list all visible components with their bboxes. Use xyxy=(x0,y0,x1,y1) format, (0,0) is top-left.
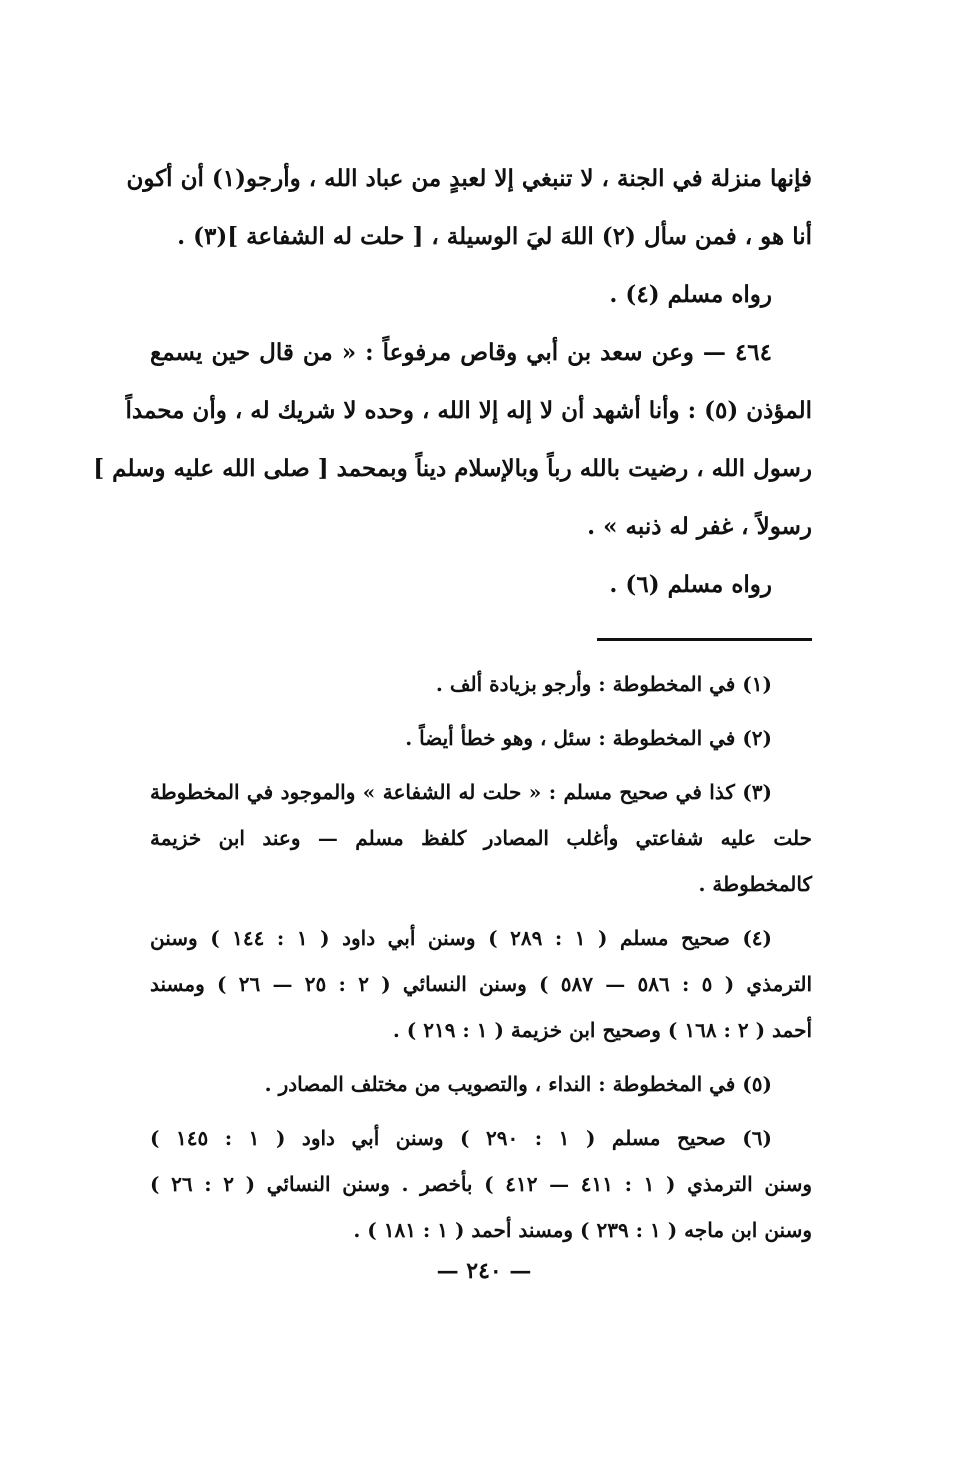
hadith-line: ٤٦٤ — وعن سعد بن أبي وقاص مرفوعاً : « من قال حين يسمع xyxy=(150,339,772,366)
hadith-line: رسول الله ، رضيت بالله رباً وبالإسلام ديناً وبمحمد [ صلى الله عليه وسلم ] xyxy=(93,455,812,482)
footnote-line: أحمد ( ٢ : ١٦٨ ) وصحيح ابن خزيمة ( ١ : ٢١٩ ) . xyxy=(392,1018,812,1042)
footnote-5 xyxy=(150,1061,812,1107)
footnote-line: وسنن ابن ماجه ( ١ : ٢٣٩ ) ومسند أحمد ( ١ : ١٨١ ) . xyxy=(353,1218,812,1242)
footnote-4 xyxy=(150,915,812,1053)
page-number: — ٢٤٠ — xyxy=(436,1258,532,1284)
footnote-line: (٥) في المخطوطة : النداء ، والتصويب من مختلف المصادر . xyxy=(264,1072,772,1096)
footnote-line: (٢) في المخطوطة : سئل ، وهو خطأ أيضاً . xyxy=(405,726,772,750)
footnote-line: الترمذي ( ٥ : ٥٨٦ — ٥٨٧ ) وسنن النسائي ( ٢ : ٢٥ — ٢٦ ) ومسند xyxy=(150,972,813,996)
main-text xyxy=(93,150,812,614)
citation-line: رواه مسلم (٤) . xyxy=(609,281,772,308)
footnote-separator xyxy=(597,638,812,641)
footnote-line: حلت عليه شفاعتي وأغلب المصادر كلفظ مسلم — وعند ابن خزيمة xyxy=(150,826,812,850)
footnote-line: (١) في المخطوطة : وأرجو بزيادة ألف . xyxy=(435,672,772,696)
hadith-line: رسولاً ، غفر له ذنبه » . xyxy=(587,513,812,540)
footnote-line: (٦) صحيح مسلم ( ١ : ٢٩٠ ) وسنن أبي داود ( ١ : ١٤٥ ) xyxy=(150,1126,772,1150)
hadith-line: المؤذن (٥) : وأنا أشهد أن لا إله إلا الله ، وحده لا شريك له ، وأن محمداً xyxy=(125,397,812,424)
footnote-3 xyxy=(150,769,812,907)
footnote-2 xyxy=(150,715,812,761)
page-content xyxy=(93,150,813,1261)
paragraph-line: فإنها منزلة في الجنة ، لا تنبغي إلا لعبدٍ من عباد الله ، وأرجو(١) أن أكون xyxy=(126,165,812,192)
footnote-line: (٤) صحيح مسلم ( ١ : ٢٨٩ ) وسنن أبي داود ( ١ : ١٤٤ ) وسنن xyxy=(150,926,773,950)
paragraph-line: أنا هو ، فمن سأل (٢) اللهَ ليَ الوسيلة ، [ حلت له الشفاعة ](٣) . xyxy=(177,223,812,250)
footnote-6 xyxy=(150,1115,812,1253)
footnote-line: كالمخطوطة . xyxy=(698,872,812,896)
footnotes xyxy=(150,661,812,1253)
footnote-line: (٣) كذا في صحيح مسلم : « حلت له الشفاعة » والموجود في المخطوطة xyxy=(150,780,772,804)
footnote-1 xyxy=(150,661,812,707)
citation-line: رواه مسلم (٦) . xyxy=(609,571,772,598)
footnote-line: وسنن الترمذي ( ١ : ٤١١ — ٤١٢ ) بأخصر . وسنن النسائي ( ٢ : ٢٦ ) xyxy=(150,1172,812,1196)
